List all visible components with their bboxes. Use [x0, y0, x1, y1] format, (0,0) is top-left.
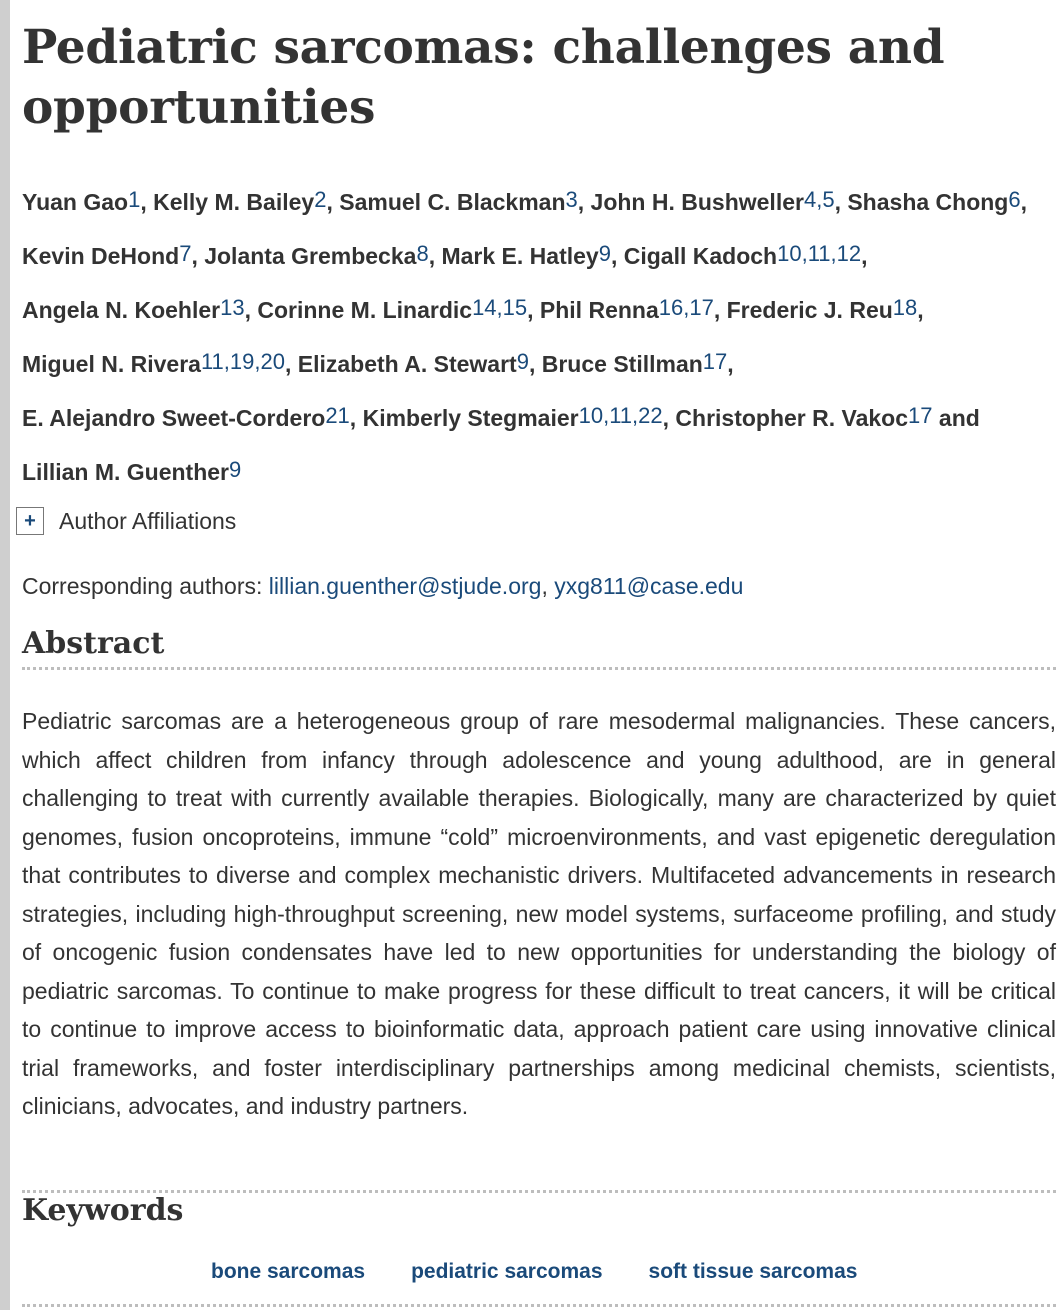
- affiliation-reference-link[interactable]: 17: [702, 349, 728, 374]
- author-separator: and: [932, 405, 980, 431]
- author-name: Miguel N. Rivera: [22, 351, 201, 377]
- author: [542, 351, 734, 377]
- affiliation-reference-link[interactable]: 7: [179, 241, 192, 266]
- author: [22, 405, 363, 431]
- expand-plus-icon[interactable]: +: [16, 507, 44, 535]
- author-name: Frederic J. Reu: [726, 297, 893, 323]
- affiliation-reference-link[interactable]: 13: [220, 295, 245, 320]
- author-name: Cigall Kadoch: [623, 243, 778, 269]
- author-name: Kimberly Stegmaier: [362, 405, 579, 431]
- author-name: Bruce Stillman: [541, 351, 703, 377]
- author: [153, 189, 339, 215]
- author: [22, 243, 204, 269]
- affiliation-reference-link[interactable]: 16,17: [658, 295, 714, 320]
- author-name: John H. Bushweller: [590, 189, 804, 215]
- section-divider: [22, 1304, 1056, 1307]
- author-name: Samuel C. Blackman: [339, 189, 566, 215]
- author-name: Corinne M. Linardic: [257, 297, 473, 323]
- author-separator: ,: [1020, 189, 1027, 215]
- abstract-text: Pediatric sarcomas are a heterogeneous group of rare mesodermal malignancies. These cancers, which affect children from infancy through adolescence and young adulthood, are in general challenging to treat with currently available therapies. Biologically, many are characterized by quiet genomes, fusion oncoproteins, immune “cold” microenvironments, and vast epigenetic deregulation that contributes to diverse and complex mechanistic drivers. Multifaceted advancements in research strategies, including high-throughput screening, new model systems, surfaceome profiling, and study of oncogenic fusion condensates have led to new opportunities for understanding the biology of pediatric sarcomas. To continue to make progress for these difficult to treat cancers, it will be critical to continue to improve access to bioinformatic data, approach patient care using innovative clinical trial frameworks, and foster interdisciplinary partnerships among medicinal chemists, scientists, clinicians, advocates, and industry partners.: [22, 708, 1056, 1119]
- author-separator: ,: [834, 189, 848, 215]
- affiliation-reference-link[interactable]: 9: [516, 349, 529, 374]
- affiliation-reference-link[interactable]: 9: [229, 457, 242, 482]
- author-name: Angela N. Koehler: [22, 297, 221, 323]
- author-separator: ,: [527, 297, 540, 323]
- author-name: Jolanta Grembecka: [204, 243, 417, 269]
- author-name: Shasha Chong: [847, 189, 1009, 215]
- keyword-link[interactable]: pediatric sarcomas: [411, 1260, 603, 1283]
- keyword-link[interactable]: bone sarcomas: [211, 1260, 366, 1283]
- author: [847, 189, 1027, 215]
- author: [22, 351, 298, 377]
- author-affiliations-toggle[interactable]: [16, 506, 236, 536]
- author-separator: ,: [326, 189, 340, 215]
- affiliation-reference-link[interactable]: 3: [565, 187, 578, 212]
- affiliation-reference-link[interactable]: 18: [892, 295, 918, 320]
- affiliation-reference-link[interactable]: 14,15: [472, 295, 528, 320]
- author: [257, 297, 540, 323]
- email-link[interactable]: yxg811@case.edu: [554, 573, 744, 599]
- author-separator: ,: [284, 351, 298, 377]
- affiliation-reference-link[interactable]: 9: [598, 241, 611, 266]
- author: [675, 405, 979, 431]
- author-name: Kevin DeHond: [22, 243, 180, 269]
- affiliation-reference-link[interactable]: 21: [325, 403, 350, 428]
- author-separator: ,: [861, 243, 868, 269]
- author-name: Mark E. Hatley: [441, 243, 599, 269]
- email-separator: ,: [541, 573, 555, 599]
- affiliations-label[interactable]: Author Affiliations: [59, 507, 237, 534]
- corresponding-authors: [22, 573, 743, 600]
- author: [624, 243, 868, 269]
- left-margin-rule: [0, 0, 10, 1310]
- author-name: Elizabeth A. Stewart: [297, 351, 517, 377]
- affiliation-reference-link[interactable]: 4,5: [803, 187, 835, 212]
- article-title: Pediatric sarcomas: challenges and opportunities: [22, 20, 945, 135]
- author: [441, 243, 623, 269]
- author-list: [22, 174, 1058, 498]
- author: [22, 459, 241, 485]
- keyword-link[interactable]: soft tissue sarcomas: [648, 1260, 858, 1283]
- author-separator: ,: [577, 189, 591, 215]
- author-separator: ,: [727, 351, 734, 377]
- author-name: Lillian M. Guenther: [22, 459, 230, 485]
- author-separator: ,: [191, 243, 205, 269]
- email-link[interactable]: lillian.guenther@stjude.org: [268, 573, 542, 599]
- abstract-heading: Abstract: [22, 626, 165, 661]
- author: [540, 297, 727, 323]
- author: [204, 243, 441, 269]
- keyword-list: [211, 1260, 857, 1284]
- author: [339, 189, 590, 215]
- author: [727, 297, 924, 323]
- author: [363, 405, 676, 431]
- author-name: Yuan Gao: [22, 189, 129, 215]
- affiliation-reference-link[interactable]: 10,11,22: [578, 403, 663, 428]
- corresponding-label: Corresponding authors:: [22, 573, 269, 599]
- author-separator: ,: [662, 405, 676, 431]
- author-name: Kelly M. Bailey: [153, 189, 315, 215]
- author-separator: ,: [917, 297, 924, 323]
- author-separator: ,: [713, 297, 727, 323]
- author: [298, 351, 542, 377]
- affiliation-reference-link[interactable]: 8: [416, 241, 429, 266]
- affiliation-reference-link[interactable]: 11,19,20: [200, 349, 285, 374]
- author-separator: ,: [349, 405, 363, 431]
- affiliation-reference-link[interactable]: 10,11,12: [777, 241, 862, 266]
- author-name: Phil Renna: [539, 297, 659, 323]
- affiliation-reference-link[interactable]: 2: [314, 187, 327, 212]
- author-separator: ,: [610, 243, 624, 269]
- author-name: Christopher R. Vakoc: [675, 405, 909, 431]
- author-separator: ,: [244, 297, 258, 323]
- affiliation-reference-link[interactable]: 1: [128, 187, 141, 212]
- author-name: E. Alejandro Sweet-Cordero: [22, 405, 326, 431]
- author-separator: ,: [140, 189, 154, 215]
- section-divider: [22, 667, 1056, 670]
- author: [22, 189, 153, 215]
- keywords-heading: Keywords: [22, 1193, 184, 1228]
- author: [22, 297, 257, 323]
- affiliation-reference-link[interactable]: 6: [1008, 187, 1021, 212]
- author-separator: ,: [528, 351, 542, 377]
- author: [591, 189, 848, 215]
- affiliation-reference-link[interactable]: 17: [908, 403, 933, 428]
- author-separator: ,: [428, 243, 442, 269]
